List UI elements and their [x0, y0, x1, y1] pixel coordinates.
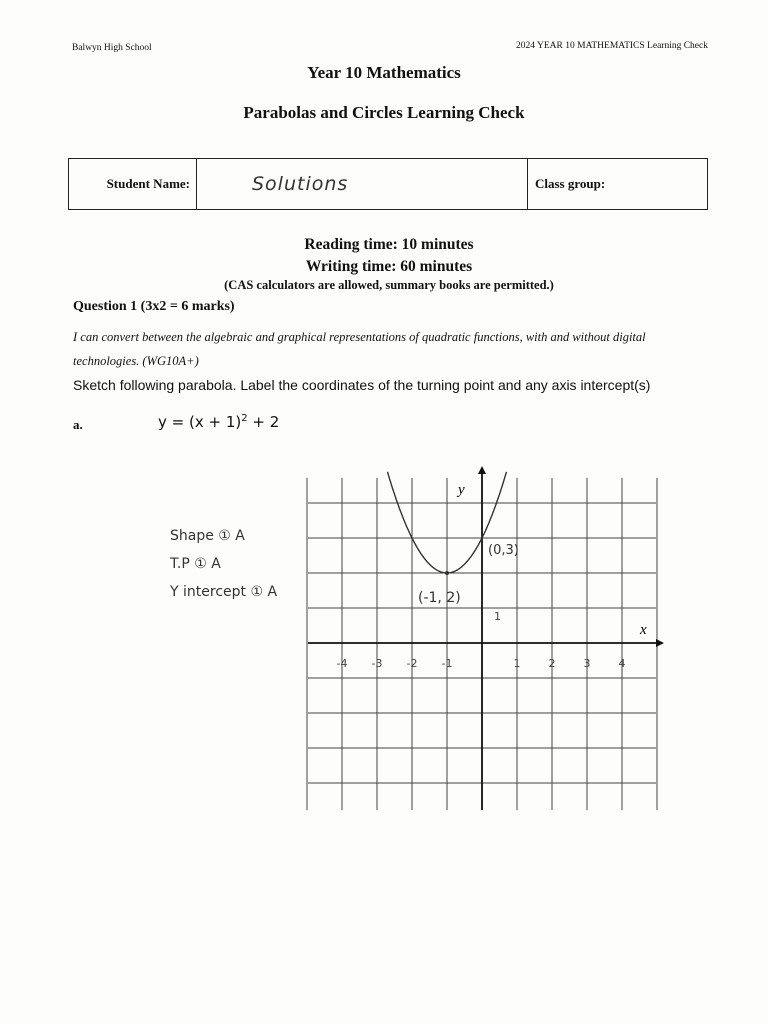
x-tick-label: -1 — [441, 657, 453, 670]
y-intercept-label: (0,3) — [488, 543, 519, 558]
reading-time: Reading time: 10 minutes — [304, 236, 474, 253]
x-tick-label: 3 — [583, 657, 591, 670]
question-heading: Question 1 (3x2 = 6 marks) — [73, 299, 235, 314]
equation-exponent: 2 — [241, 413, 248, 424]
marking-notes — [170, 522, 277, 606]
x-tick-label: -2 — [406, 657, 418, 670]
y-tick-label: 1 — [494, 610, 501, 623]
x-tick-label: 1 — [513, 657, 521, 670]
question-instruction: Sketch following parabola. Label the coordinates of the turning point and any axis intercept(s) — [73, 377, 651, 393]
x-axis-arrow — [656, 639, 664, 647]
x-axis-label: x — [640, 622, 647, 638]
mark-y-intercept: Y intercept ① A — [170, 584, 278, 600]
learning-objective: I can convert between the algebraic and graphical representations of quadratic functions, with and without digital technologies. (WG10A+) — [73, 330, 646, 368]
page-title: Year 10 Mathematics — [307, 63, 461, 82]
school-name: Balwyn High School — [72, 43, 152, 53]
document-id: 2024 YEAR 10 MATHEMATICS Learning Check — [515, 41, 708, 51]
coordinate-grid[interactable] — [300, 460, 670, 812]
part-label: a. — [73, 417, 83, 432]
page-subtitle: Parabolas and Circles Learning Check — [243, 103, 525, 122]
equation-rhs: + 2 — [247, 413, 280, 431]
y-axis-label: y — [458, 482, 465, 498]
student-info-box — [68, 158, 708, 210]
student-name-value[interactable]: Solutions — [197, 159, 528, 209]
x-tick-label: -4 — [336, 657, 348, 670]
equation-lhs: y = (x + 1) — [158, 413, 242, 431]
y-axis-arrow — [478, 466, 486, 474]
writing-time: Writing time: 60 minutes — [305, 258, 473, 275]
turning-point-marker — [445, 571, 449, 575]
class-group-label: Class group: — [535, 176, 606, 191]
mark-shape: Shape ① A — [170, 528, 245, 544]
x-tick-label: 4 — [618, 657, 626, 670]
turning-point-label: (-1, 2) — [418, 590, 461, 606]
x-tick-label: 2 — [548, 657, 556, 670]
student-name-label: Student Name: — [69, 159, 197, 209]
equation — [158, 413, 279, 431]
mark-turning-point: T.P ① A — [170, 556, 221, 572]
calculator-note: (CAS calculators are allowed, summary books are permitted.) — [224, 278, 554, 292]
x-tick-label: -3 — [371, 657, 383, 670]
